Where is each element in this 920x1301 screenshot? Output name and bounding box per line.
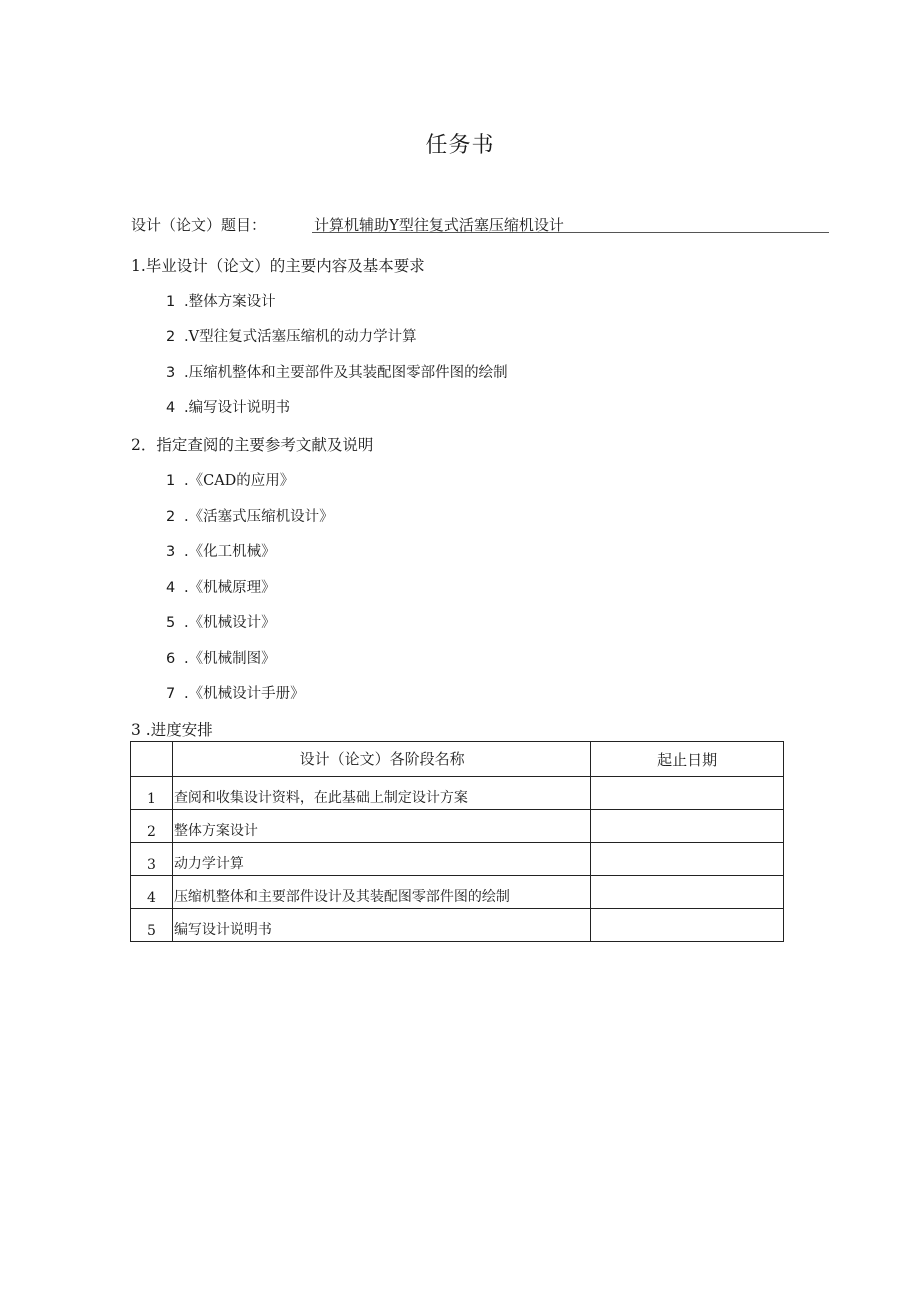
schedule-table [130, 741, 784, 942]
row-num: 3 [131, 843, 173, 876]
topic-underline [312, 232, 829, 233]
table-row [131, 843, 784, 876]
topic-label: 设计（论文）题目： [131, 216, 267, 234]
table-row [131, 810, 784, 843]
section-1-item: 4 .编写设计说明书 [166, 400, 291, 416]
reference-item: 6 .《机械制图》 [166, 651, 276, 667]
row-stage: 编写设计说明书 [172, 909, 590, 942]
row-stage: 查阅和收集设计资料，在此基础上制定设计方案 [172, 777, 590, 810]
section-3-heading: 3 .进度安排 [131, 721, 213, 739]
row-stage: 压缩机整体和主要部件设计及其装配图零部件图的绘制 [172, 876, 590, 909]
table-header-row [131, 742, 784, 777]
section-2-heading: 2．指定查阅的主要参考文献及说明 [131, 436, 374, 454]
reference-item: 3 .《化工机械》 [166, 544, 276, 560]
topic-value: 计算机辅助Y型往复式活塞压缩机设计 [314, 216, 564, 234]
section-1-heading: 1.毕业设计（论文）的主要内容及基本要求 [131, 257, 425, 275]
row-num: 2 [131, 810, 173, 843]
section-1-item: 3 .压缩机整体和主要部件及其装配图零部件图的绘制 [166, 365, 508, 381]
reference-item: 5 .《机械设计》 [166, 615, 276, 631]
table-row [131, 909, 784, 942]
row-date [591, 909, 784, 942]
header-date-cell: 起止日期 [591, 742, 784, 777]
table-row [131, 777, 784, 810]
header-num-cell [131, 742, 173, 777]
row-num: 5 [131, 909, 173, 942]
row-date [591, 777, 784, 810]
row-date [591, 843, 784, 876]
row-date [591, 876, 784, 909]
reference-item: 4 .《机械原理》 [166, 580, 276, 596]
row-num: 4 [131, 876, 173, 909]
table-row [131, 876, 784, 909]
row-num: 1 [131, 777, 173, 810]
reference-item: 1 .《CAD的应用》 [166, 473, 295, 489]
row-stage: 动力学计算 [172, 843, 590, 876]
reference-item: 2 .《活塞式压缩机设计》 [166, 509, 334, 525]
topic-row [131, 214, 831, 236]
section-1-item: 1 .整体方案设计 [166, 294, 276, 310]
row-date [591, 810, 784, 843]
row-stage: 整体方案设计 [172, 810, 590, 843]
page-title: 任务书 [425, 133, 495, 158]
header-stage-cell: 设计（论文）各阶段名称 [172, 742, 590, 777]
section-1-item: 2 .V型往复式活塞压缩机的动力学计算 [166, 329, 417, 345]
reference-item: 7 .《机械设计手册》 [166, 686, 305, 702]
